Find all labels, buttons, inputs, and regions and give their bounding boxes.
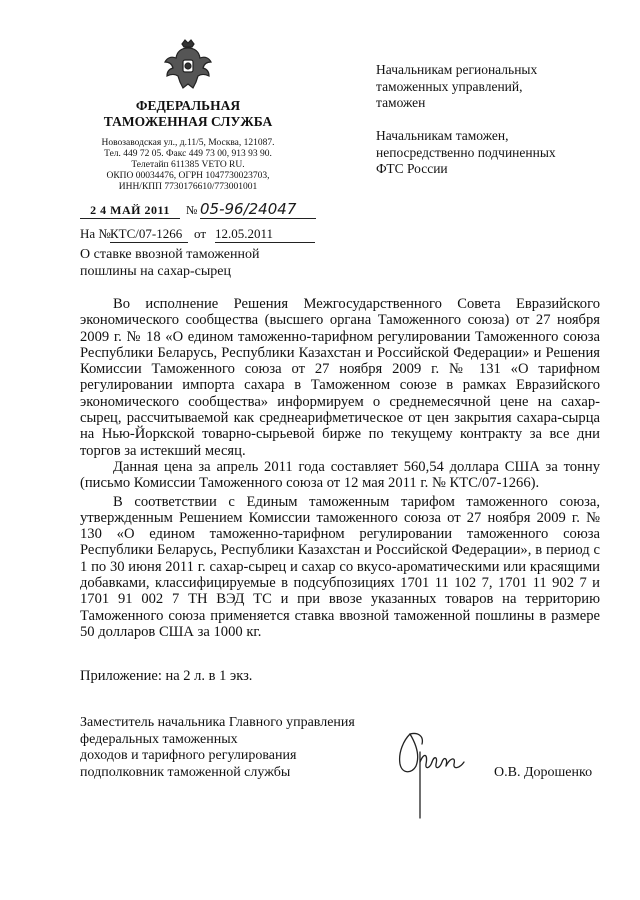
addressee-2-line1: Начальникам таможен, xyxy=(376,128,509,143)
handwritten-signature-icon xyxy=(390,722,480,822)
signatory-title-line4: подполковник таможенной службы xyxy=(80,764,291,780)
sender-phone: Тел. 449 72 05. Факс 449 73 00, 913 93 90. xyxy=(104,149,272,159)
registration-number-label: № xyxy=(186,203,198,217)
addressee-1-line2: таможенных управлений, xyxy=(376,78,523,94)
reference-prefix: На № xyxy=(80,226,111,241)
sender-inn: ИНН/КПП 7730176610/773001001 xyxy=(118,182,258,192)
sender-codes: ОКПО 00034476, ОГРН 1047730023703, xyxy=(106,171,270,181)
subject xyxy=(80,246,259,280)
attachment-note: Приложение: на 2 л. в 1 экз. xyxy=(80,668,253,684)
subject-line2: пошлины на сахар-сырец xyxy=(80,264,231,279)
reference-date: 12.05.2011 xyxy=(215,226,315,243)
addressee-block-2 xyxy=(376,128,556,178)
signatory-name: О.В. Дорошенко xyxy=(494,765,593,780)
agency-name-line1: ФЕДЕРАЛЬНАЯ xyxy=(135,98,241,113)
coat-of-arms-icon xyxy=(163,38,213,92)
body-paragraph-3: В соответствии с Единым таможенным тарифом таможенного союза, утвержденным Решением Комиссии таможенного союза от 27 ноября 2009 г. № 130 «О едином таможенно-тарифном регулировании таможенного союза Республики Беларусь, Республики Казахстан и Российской Федерации», в период с 1 по 30 июня 2011 г. сахар-сырец и сахар со вкусо-ароматическими или красящими добавками, классифицируемые в подсубпозициях 1701 11 102 7, 1701 11 902 7 и 1701 91 002 7 ТН ВЭД ТС и при ввозе указанных товаров на территорию Таможенного союза применяется ставка ввозной таможенной пошлины в размере 50 долларов США за 1000 кг. xyxy=(80,493,600,640)
addressee-1-line3: таможен xyxy=(376,95,426,110)
signatory-title-line3: доходов и тарифного регулирования xyxy=(80,748,297,763)
reference-line xyxy=(80,226,316,242)
body-paragraph-2: Данная цена за апрель 2011 года составляет 560,54 доллара США за тонну (письмо Комиссии Таможенного союза от 12 мая 2011 г. № КТС/07-1266). xyxy=(80,458,600,492)
registration-line xyxy=(80,200,316,221)
addressee-1-line1: Начальникам региональных xyxy=(376,62,538,77)
subject-line1: О ставке ввозной таможенной xyxy=(80,247,260,262)
sender-teletype: Телетайп 611385 VETO RU. xyxy=(131,160,245,170)
reference-from: от xyxy=(194,226,207,241)
reference-number: КТС/07-1266 xyxy=(110,226,188,243)
registration-date: 2 4 МАЙ 2011 xyxy=(80,203,180,219)
body-paragraph-1: Во исполнение Решения Межгосударственного Совета Евразийского экономического сообщества (высшего органа Таможенного союза) от 27 ноября 2009 г. № 18 «О едином таможенно-тарифном регулировании Таможенного союза Республики Беларусь, Республики Казахстан и Российской Федерации» и Решения Комиссии Таможенного союза от 27 ноября 2009 г. № 131 «О тарифном регулировании импорта сахара в Таможенном союзе в рамках Евразийского экономического сообщества» информируем о среднемесячной цене на сахар-сырец, рассчитываемой как среднеарифметическое от цен закрытия сахара-сырца на Нью-Йоркской товарно-сырьевой бирже по текущему контракту за все дни торгов за истекший месяц. xyxy=(80,296,600,459)
sender-requisites xyxy=(60,138,316,193)
letter-body xyxy=(80,296,600,640)
registration-number: 05-96/24047 xyxy=(200,200,316,219)
agency-name xyxy=(60,98,316,130)
agency-name-line2: ТАМОЖЕННАЯ СЛУЖБА xyxy=(103,114,273,129)
signatory-title-line2: федеральных таможенных xyxy=(80,731,238,747)
signatory-title-line1: Заместитель начальника Главного управления xyxy=(80,715,355,730)
signatory-title xyxy=(80,715,355,781)
addressee-block-1 xyxy=(376,62,537,112)
sender-address: Новозаводская ул., д.11/5, Москва, 121087. xyxy=(101,138,275,148)
addressee-2-line2: непосредственно подчиненных xyxy=(376,144,556,160)
addressee-2-line3: ФТС России xyxy=(376,161,448,176)
